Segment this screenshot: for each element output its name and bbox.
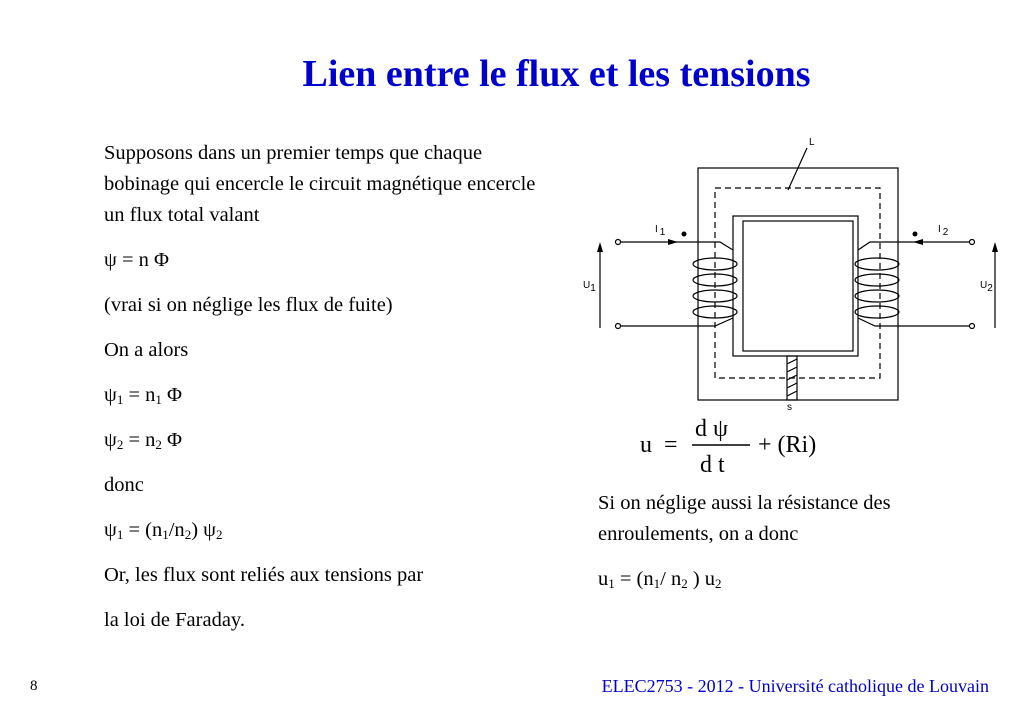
label-s: s — [787, 402, 792, 413]
u-ratio-equation: $u_1 = (n_1/$ $n_2$ ) $u_2$ — [598, 568, 722, 591]
core-window-outer — [733, 216, 858, 356]
psi2-equation: $\psi_2 = n_2$ Φ — [104, 429, 183, 452]
page-title: Lien entre le flux et les tensions — [302, 53, 811, 95]
i1-arrow-head — [668, 239, 678, 245]
right-text: Si on néglige aussi la résistance des enroulements, on a donc — [598, 492, 891, 545]
core-outer — [698, 168, 898, 400]
label-I2: I 2 — [938, 224, 949, 238]
or-text: Or, les flux sont reliés aux tensions par — [104, 564, 424, 586]
faraday-formula — [640, 412, 870, 482]
intro-text: Supposons dans un premier temps que chaque bobinage qui encercle le circuit magnétique encercle un flux total valant — [104, 142, 536, 226]
core-window-inner — [743, 221, 853, 351]
right-text-block — [598, 488, 998, 595]
u2-arrow-head — [992, 242, 998, 252]
winding-1 — [620, 242, 737, 326]
donc-text: donc — [104, 474, 144, 496]
page-number: 8 — [30, 678, 38, 694]
footer-text: ELEC2753 - 2012 - Université catholique de Louvain — [601, 676, 989, 696]
then-text: On a alors — [104, 339, 189, 361]
u1-arrow-head — [597, 242, 603, 252]
psi-ratio-equation: $\psi_1 = (n_1/n_2)$ $\psi_2$ — [104, 519, 223, 542]
label-U2: U2 — [980, 280, 993, 294]
formula-u: u — [640, 432, 652, 458]
i2-arrow-head — [913, 239, 923, 245]
formula-den: d t — [700, 452, 725, 478]
label-I1: I 1 — [655, 224, 666, 238]
psi-equation: ψ = n Φ — [104, 249, 170, 271]
psi1-equation: $\psi_1 = n_1$ Φ — [104, 384, 183, 407]
winding-2 — [855, 242, 970, 326]
dot-2 — [913, 232, 918, 237]
leakage-note: (vrai si on néglige les flux de fuite) — [104, 294, 393, 316]
faraday-text: la loi de Faraday. — [104, 609, 245, 631]
transformer-diagram — [575, 128, 1015, 418]
left-text-block — [104, 138, 544, 636]
label-U1: U1 — [583, 280, 596, 294]
dot-1 — [682, 232, 687, 237]
formula-eq: = — [664, 432, 678, 458]
label-L: L — [809, 137, 815, 148]
formula-num: d ψ — [695, 416, 729, 442]
formula-plus: + (Ri) — [758, 432, 817, 458]
